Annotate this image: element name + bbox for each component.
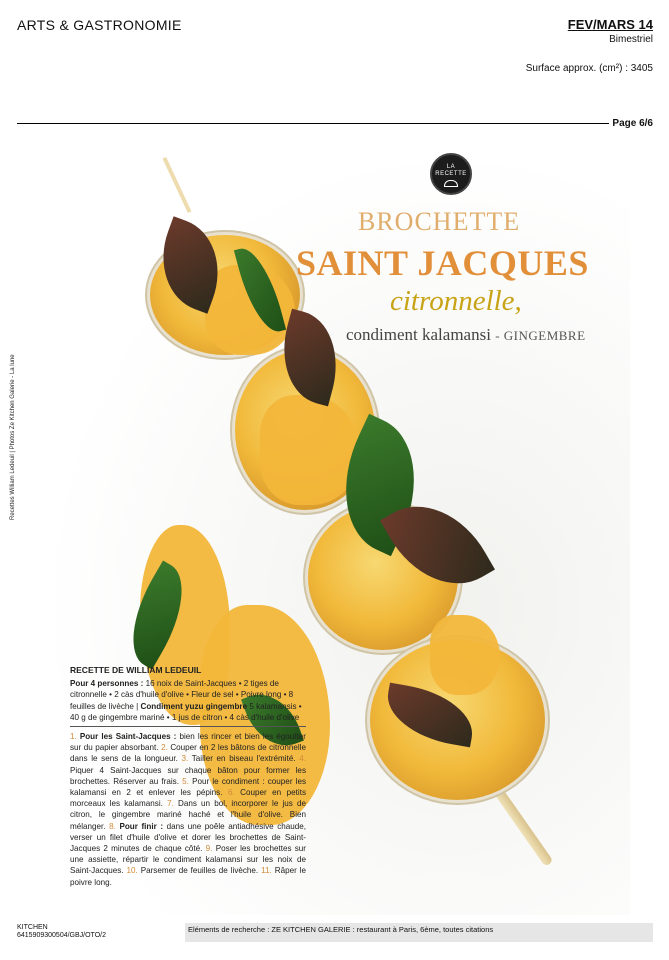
step-text: Râper le poivre long. bbox=[70, 866, 307, 887]
article-scan bbox=[10, 145, 630, 915]
step-label: Pour finir : bbox=[119, 821, 164, 831]
title-line3: citronnelle, bbox=[390, 285, 522, 317]
ingredients-a: 16 noix de Saint-Jacques • 2 tiges de citronnelle • 2 càs d'huile d'olive • Fleur de sel • Poivre long • 8 feuilles de livèche | bbox=[70, 679, 294, 711]
recipe-steps bbox=[70, 731, 306, 888]
title-line2: SAINT JACQUES bbox=[296, 243, 589, 283]
issue-date: FEV/MARS 14 bbox=[567, 17, 653, 32]
badge-line1: LA bbox=[446, 164, 456, 170]
step-text: Piquer 4 Saint-Jacques sur chaque bâton pour former les brochettes. Réserver au frais. bbox=[70, 765, 306, 786]
step-number: 9. bbox=[205, 844, 216, 854]
footer-line1: KITCHEN bbox=[17, 924, 48, 931]
subtitle-a: condiment bbox=[346, 325, 418, 344]
recipe-divider bbox=[70, 726, 306, 727]
subtitle-c: - GINGEMBRE bbox=[495, 328, 586, 343]
recipe-badge bbox=[430, 153, 472, 195]
title-line1: BROCHETTE bbox=[358, 207, 521, 236]
ingredients bbox=[70, 678, 306, 723]
step-text: Dans un bol, incorporer le jus de citron, le gingembre mariné haché et l'huile d'olive. Bien mélanger. bbox=[70, 799, 307, 831]
condiment-label: Condiment yuzu gingembre bbox=[140, 701, 248, 711]
publication-name: ARTS & GASTRONOMIE bbox=[17, 17, 182, 33]
step-number: 11. bbox=[261, 866, 275, 876]
page-number: Page 6/6 bbox=[609, 118, 653, 129]
step-text: dans une poêle antiadhésive chaude, verser un filet d'huile d'olive et dorer les brochettes de Saint-Jacques 2 minutes de chaque côté. bbox=[70, 821, 307, 854]
issue-info bbox=[568, 17, 653, 45]
step-number: 8. bbox=[109, 821, 120, 831]
footer-reference bbox=[17, 924, 106, 940]
sauce-drop-3 bbox=[430, 615, 500, 695]
surface-area: Surface approx. (cm²) : 3405 bbox=[525, 63, 653, 74]
subtitle-b: kalamansi bbox=[422, 325, 491, 344]
badge-line2: RECETTE bbox=[435, 171, 467, 177]
ingredients-b: 5 kalamansis • 40 g de gingembre mariné • 1 jus de citron • 4 càs d'huile d'olive bbox=[70, 701, 302, 722]
step-text: Couper en petits morceaux les kalamansi. bbox=[70, 788, 306, 809]
step-text: Pour le condiment : couper les kalamansi en 2 et enlever les pépins. bbox=[70, 776, 307, 798]
ingredients-label: Pour 4 personnes : bbox=[70, 679, 144, 689]
header-rule bbox=[17, 123, 609, 124]
subtitle bbox=[346, 325, 586, 345]
step-number: 5. bbox=[182, 776, 193, 786]
search-elements: Eléments de recherche : ZE KITCHEN GALERIE : restaurant à Paris, 6ème, toutes citations bbox=[185, 923, 653, 942]
step-label: Pour les Saint-Jacques : bbox=[79, 732, 177, 742]
footer-line2: 6415909300504/GBJ/OTO/2 bbox=[17, 932, 106, 939]
photo-credit: Recettes William Ledeuil | Photos Ze Kitchen Galerie - La lune bbox=[10, 354, 16, 520]
step-number: 4. bbox=[299, 754, 307, 764]
step-text: Couper en 2 les bâtons de citronnelle dans le sens de la longueur. bbox=[70, 743, 306, 764]
step-number: 3. bbox=[181, 754, 192, 764]
issue-frequency: Bimestriel bbox=[609, 34, 653, 45]
step-text: Poser les brochettes sur une assiette, répartir le condiment kalamansi sur les noix de Saint-Jacques. bbox=[70, 844, 306, 876]
step-number: 2. bbox=[161, 743, 171, 753]
step-number: 1. bbox=[70, 732, 80, 742]
recipe-title: RECETTE DE WILLIAM LEDEUIL bbox=[70, 665, 202, 675]
step-number: 7. bbox=[167, 799, 178, 809]
cloche-icon bbox=[444, 180, 458, 187]
step-text: Tailler en biseau l'extrémité. bbox=[191, 754, 296, 764]
step-text: Parsemer de feuilles de livèche. bbox=[140, 866, 259, 876]
step-number: 10. bbox=[126, 866, 141, 876]
step-number: 6. bbox=[227, 788, 241, 798]
recipe-text bbox=[70, 665, 306, 888]
step-text: bien les rincer et bien les égoutter sur du papier absorbant. bbox=[70, 732, 306, 753]
